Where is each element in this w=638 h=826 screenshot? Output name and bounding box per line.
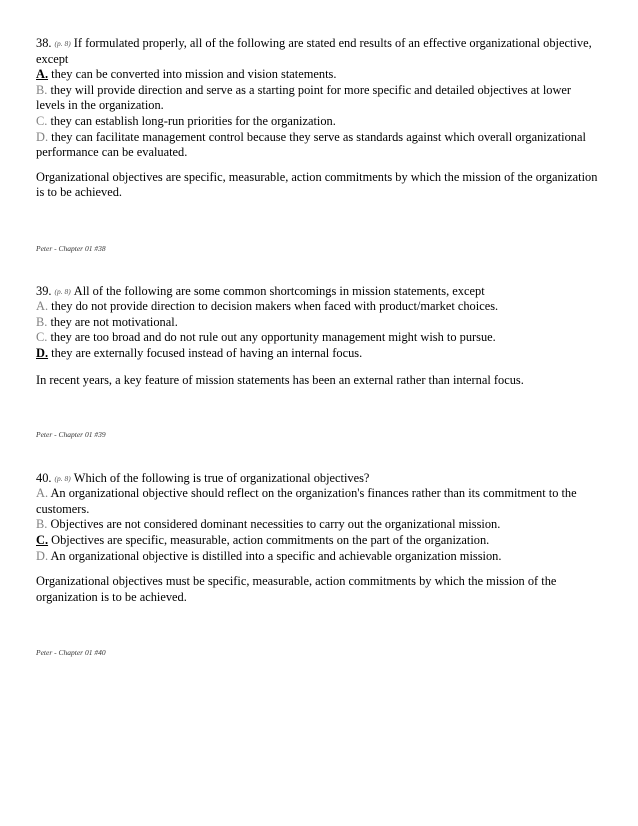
option-c — [36, 114, 602, 130]
option-letter-correct: D. — [36, 345, 49, 360]
page-reference: (p. 8) — [54, 39, 71, 48]
option-letter-correct: A. — [36, 67, 49, 82]
option-d — [36, 549, 602, 565]
option-text: Objectives are not considered dominant necessities to carry out the organizational mission. — [50, 517, 501, 532]
option-text: An organizational objective is distilled into a specific and achievable organization mission. — [50, 548, 502, 563]
question-text: All of the following are some common shortcomings in mission statements, except — [73, 283, 485, 298]
answer-explanation: Organizational objectives must be specific, measurable, action commitments by which the mission of the organization is to be achieved. — [36, 574, 557, 604]
option-letter: C. — [36, 330, 48, 345]
option-letter: D. — [36, 129, 49, 144]
option-a — [36, 486, 602, 517]
option-a — [36, 67, 602, 83]
question-38 — [36, 36, 602, 257]
option-letter: B. — [36, 314, 48, 329]
document-page — [36, 36, 602, 661]
option-text: An organizational objective should reflect on the organization's finances rather than its commitment to the customers. — [36, 486, 577, 516]
answer-explanation: In recent years, a key feature of mission statements has been an external rather than internal focus. — [36, 372, 524, 387]
option-letter: D. — [36, 548, 49, 563]
option-letter: B. — [36, 82, 48, 97]
option-letter-correct: C. — [36, 533, 49, 548]
option-c — [36, 330, 602, 346]
question-text: If formulated properly, all of the following are stated end results of an effective organizational objective, except — [36, 36, 592, 66]
option-text: they do not provide direction to decision makers when faced with product/market choices. — [51, 299, 499, 314]
question-stem — [36, 36, 602, 67]
option-text: they are externally focused instead of having an internal focus. — [51, 345, 363, 360]
option-letter: A. — [36, 299, 49, 314]
option-text: they can establish long-run priorities for the organization. — [50, 113, 336, 128]
option-a — [36, 299, 602, 315]
page-reference: (p. 8) — [54, 473, 71, 483]
question-source: Peter - Chapter 01 #38 — [36, 243, 106, 253]
option-letter: A. — [36, 486, 49, 501]
question-number: 40. — [36, 470, 52, 485]
question-number: 39. — [36, 283, 52, 298]
option-b — [36, 83, 602, 114]
option-text: they will provide direction and serve as a starting point for more specific and detailed objectives at lower levels in the organization. — [36, 82, 572, 113]
question-39 — [36, 284, 602, 443]
page-reference: (p. 8) — [54, 286, 71, 296]
option-text: they are not motivational. — [50, 314, 178, 329]
option-letter: B. — [36, 517, 48, 532]
question-number: 38. — [36, 36, 52, 50]
option-letter: C. — [36, 113, 48, 128]
option-d — [36, 130, 602, 161]
answer-explanation: Organizational objectives are specific, measurable, action commitments by which the mission of the organization is to be achieved. — [36, 169, 598, 200]
option-text: they are too broad and do not rule out any opportunity management might wish to pursue. — [50, 330, 496, 345]
question-text: Which of the following is true of organizational objectives? — [73, 470, 370, 485]
question-source: Peter - Chapter 01 #39 — [36, 430, 106, 440]
option-b — [36, 315, 602, 331]
question-stem — [36, 471, 602, 487]
option-text: Objectives are specific, measurable, action commitments on the part of the organization. — [51, 533, 490, 548]
option-d — [36, 346, 602, 362]
option-text: they can be converted into mission and vision statements. — [51, 67, 337, 82]
option-b — [36, 517, 602, 533]
question-40 — [36, 471, 602, 661]
option-c — [36, 533, 602, 549]
option-text: they can facilitate management control because they serve as standards against which overall organizational performance can be evaluated. — [36, 129, 586, 160]
question-stem — [36, 284, 602, 300]
question-source: Peter - Chapter 01 #40 — [36, 648, 106, 658]
